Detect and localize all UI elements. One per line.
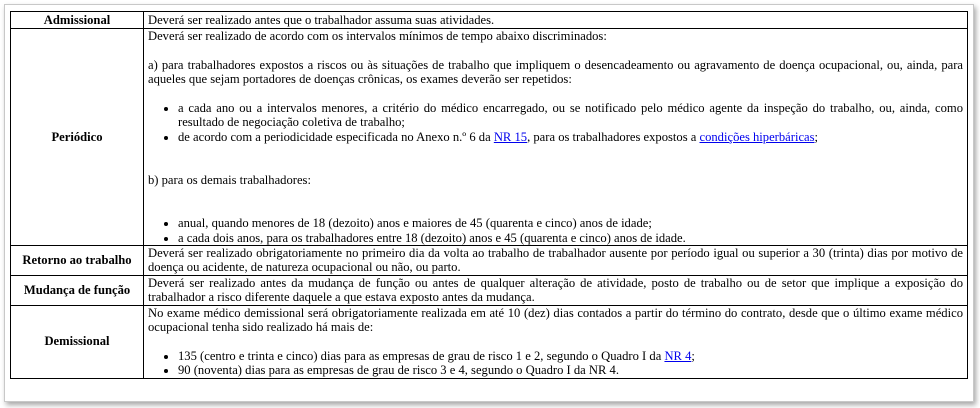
table-row: [11, 12, 968, 29]
row-label-mudanca: Mudança de função: [11, 275, 144, 305]
row-content-mudanca: [144, 275, 968, 305]
periodico-intro: Deverá ser realizado de acordo com os intervalos mínimos de tempo abaixo discriminados:: [148, 29, 607, 43]
row-label-retorno: Retorno ao trabalho: [11, 246, 144, 276]
list-item: • a cada dois anos, para os trabalhadores entre 18 (dezoito) anos e 45 (quarenta e cinco) anos de idade.: [178, 231, 963, 245]
periodico-b-list: [148, 216, 963, 245]
table-row: [11, 29, 968, 246]
periodico-a-list: [148, 101, 963, 144]
periodico-b-text: b) para os demais trabalhadores:: [148, 173, 311, 188]
demissional-intro: No exame médico demissional será obrigatoriamente realizada em até 10 (dez) dias contados a partir do término do contrato, desde que o último exame médico ocupacional tenha sido realizado há mais de:: [148, 305, 963, 335]
row-label-periodico: Periódico: [11, 29, 144, 246]
row-label-admissional: Admissional: [11, 12, 144, 29]
row-content-retorno: [144, 246, 968, 276]
exam-types-table: [10, 11, 968, 379]
table-row: [11, 275, 968, 305]
periodico-a-text: a) para trabalhadores expostos a riscos ou às situações de trabalho que impliquem o desencadeamento ou agravamento de doença ocupacional, ou, ainda, para aqueles que sejam portadores de doenças crônicas, os exames deverão ser repetidos:: [148, 57, 963, 87]
nr4-link[interactable]: NR 4: [664, 348, 692, 363]
row-content-periodico: [144, 29, 968, 246]
hyperbaric-conditions-link[interactable]: condições hiperbáricas: [699, 129, 815, 144]
table-row: [11, 246, 968, 276]
list-item: • anual, quando menores de 18 (dezoito) anos e maiores de 45 (quarenta e cinco) anos de idade;: [178, 216, 963, 230]
nr15-link[interactable]: NR 15: [493, 129, 528, 144]
list-item: • 135 (centro e trinta e cinco) dias para as empresas de grau de risco 1 e 2, segundo o Quadro I da NR 4;: [178, 349, 963, 363]
admissional-text: Deverá ser realizado antes que o trabalhador assuma suas atividades.: [148, 12, 495, 27]
list-item: • 90 (noventa) dias para as empresas de grau de risco 3 e 4, segundo o Quadro I da NR 4.: [178, 363, 963, 377]
list-item: • a cada ano ou a intervalos menores, a critério do médico encarregado, ou se notificado pelo médico agente da inspeção do trabalho, ou, ainda, como resultado de negociação coletiva de trabalho;: [178, 101, 963, 130]
mudanca-text: Deverá ser realizado antes da mudança de função ou antes de qualquer alteração de atividade, posto de trabalho ou de setor que implique a exposição do trabalhador a risco diferente daquele a que estava exposto antes da mudança.: [148, 275, 963, 305]
retorno-text: Deverá ser realizado obrigatoriamente no primeiro dia da volta ao trabalho de trabalhador ausente por período igual ou superior a 30 (trinta) dias por motivo de doença ou acidente, de natureza ocupacional ou não, ou parto.: [148, 246, 963, 275]
row-content-admissional: [144, 12, 968, 29]
row-label-demissional: Demissional: [11, 305, 144, 378]
table-row: [11, 305, 968, 378]
demissional-list: [148, 349, 963, 378]
list-item: • de acordo com a periodicidade especificada no Anexo n.º 6 da NR 15, para os trabalhadores expostos a condições hiperbáricas;: [178, 130, 963, 144]
row-content-demissional: [144, 305, 968, 378]
document-frame: [4, 4, 974, 402]
